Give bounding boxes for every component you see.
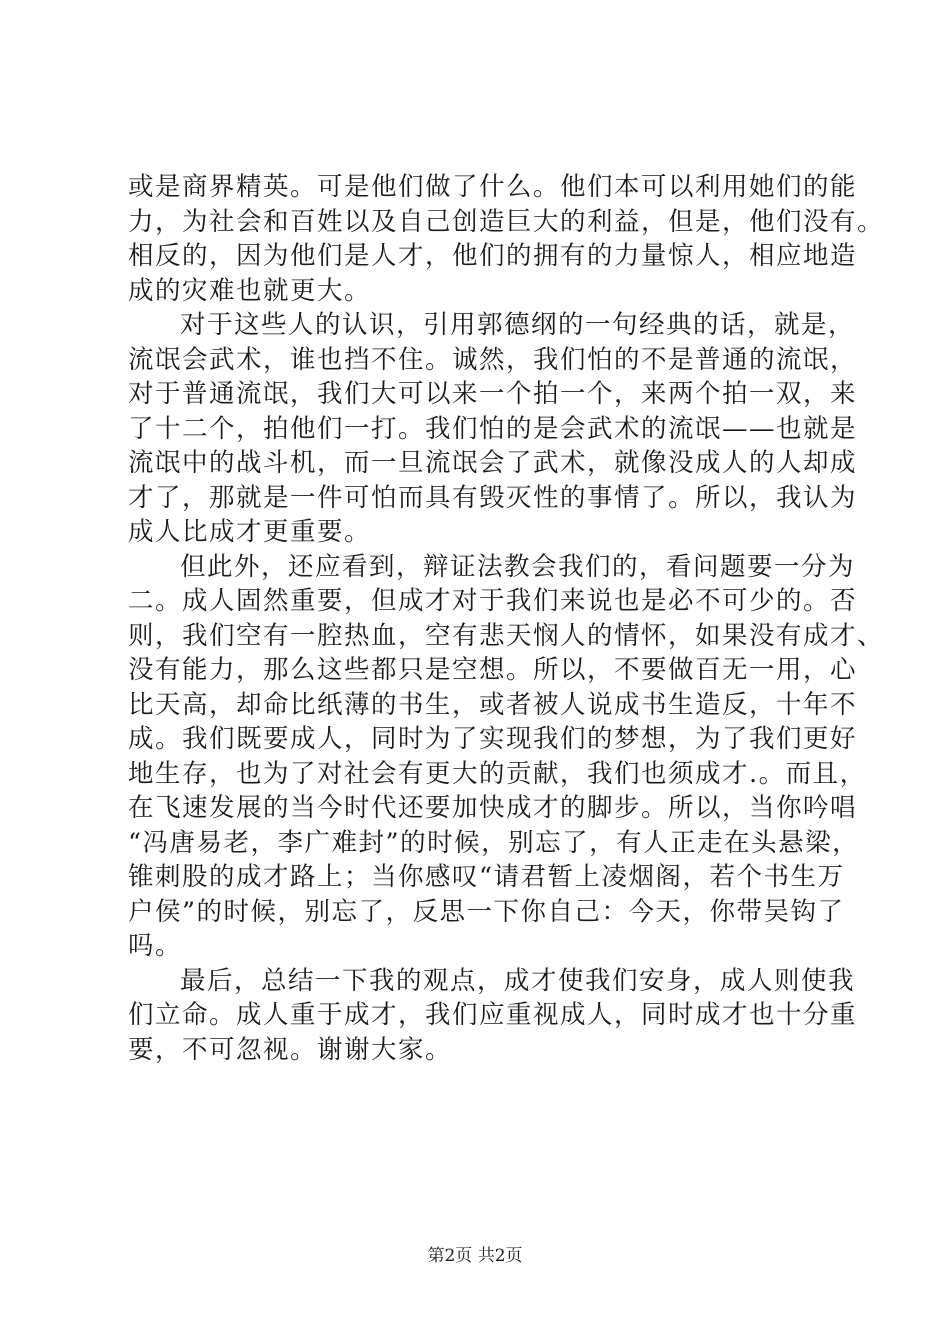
- text-line: 流氓会武术，谁也挡不住。诚然，我们怕的不是普通的流氓，: [128, 344, 858, 375]
- text-line: 成人比成才更重要。: [128, 517, 372, 547]
- text-line: 对于普通流氓，我们大可以来一个拍一个，来两个拍一双，来: [128, 379, 858, 409]
- text-line: 才了，那就是一件可怕而具有毁灭性的事情了。所以，我认为: [128, 482, 858, 513]
- text-line: 没有能力，那么这些都只是空想。所以，不要做百无一用，心: [128, 655, 858, 685]
- text-line: 或是商界精英。可是他们做了什么。他们本可以利用她们的能: [128, 172, 858, 202]
- text-line: 二。成人固然重要，但成才对于我们来说也是必不可少的。否: [128, 586, 858, 616]
- text-line: 地生存，也为了对社会有更大的贡献，我们也须成才.。而且，: [128, 758, 867, 789]
- text-line: 比天高，却命比纸薄的书生，或者被人说成书生造反，十年不: [128, 689, 858, 720]
- text-line: 流氓中的战斗机，而一旦流氓会了武术，就像没成人的人却成: [128, 448, 858, 478]
- text-line: 在飞速发展的当今时代还要加快成才的脚步。所以，当你吟唱: [128, 793, 858, 823]
- text-line: 们立命。成人重于成才，我们应重视成人，同时成才也十分重: [128, 1000, 858, 1030]
- text-line: “冯唐易老，李广难封”的时候，别忘了，有人正走在头悬梁，: [128, 827, 860, 858]
- text-line: 成的灾难也就更大。: [128, 275, 372, 306]
- page-footer: 第2页 共2页: [427, 1246, 523, 1266]
- paragraph-first-line: 但此外，还应看到，辩证法教会我们的，看问题要一分为: [180, 551, 856, 582]
- paragraph-first-line: 最后，总结一下我的观点，成才使我们安身，成人则使我: [180, 965, 856, 996]
- text-line: 户侯”的时候，别忘了，反思一下你自己：今天，你带吴钩了: [128, 896, 845, 927]
- text-line: 则，我们空有一腔热血，空有悲天悯人的情怀，如果没有成才、: [128, 620, 885, 651]
- text-line: 锥刺股的成才路上；当你感叹“请君暂上凌烟阁，若个书生万: [128, 862, 845, 892]
- body-text: [128, 170, 885, 1067]
- text-line: 相反的，因为他们是人才，他们的拥有的力量惊人，相应地造: [128, 241, 858, 271]
- text-line: 了十二个，拍他们一打。我们怕的是会武术的流氓——也就是: [128, 413, 858, 444]
- paragraph-first-line: 对于这些人的认识，引用郭德纲的一句经典的话，就是，: [180, 310, 856, 340]
- text-line: 吗。: [128, 931, 183, 961]
- text-line: 要，不可忽视。谢谢大家。: [128, 1034, 453, 1065]
- text-line: 成。我们既要成人，同时为了实现我们的梦想，为了我们更好: [128, 724, 858, 754]
- text-line: 力，为社会和百姓以及自己创造巨大的利益，但是，他们没有。: [128, 206, 885, 237]
